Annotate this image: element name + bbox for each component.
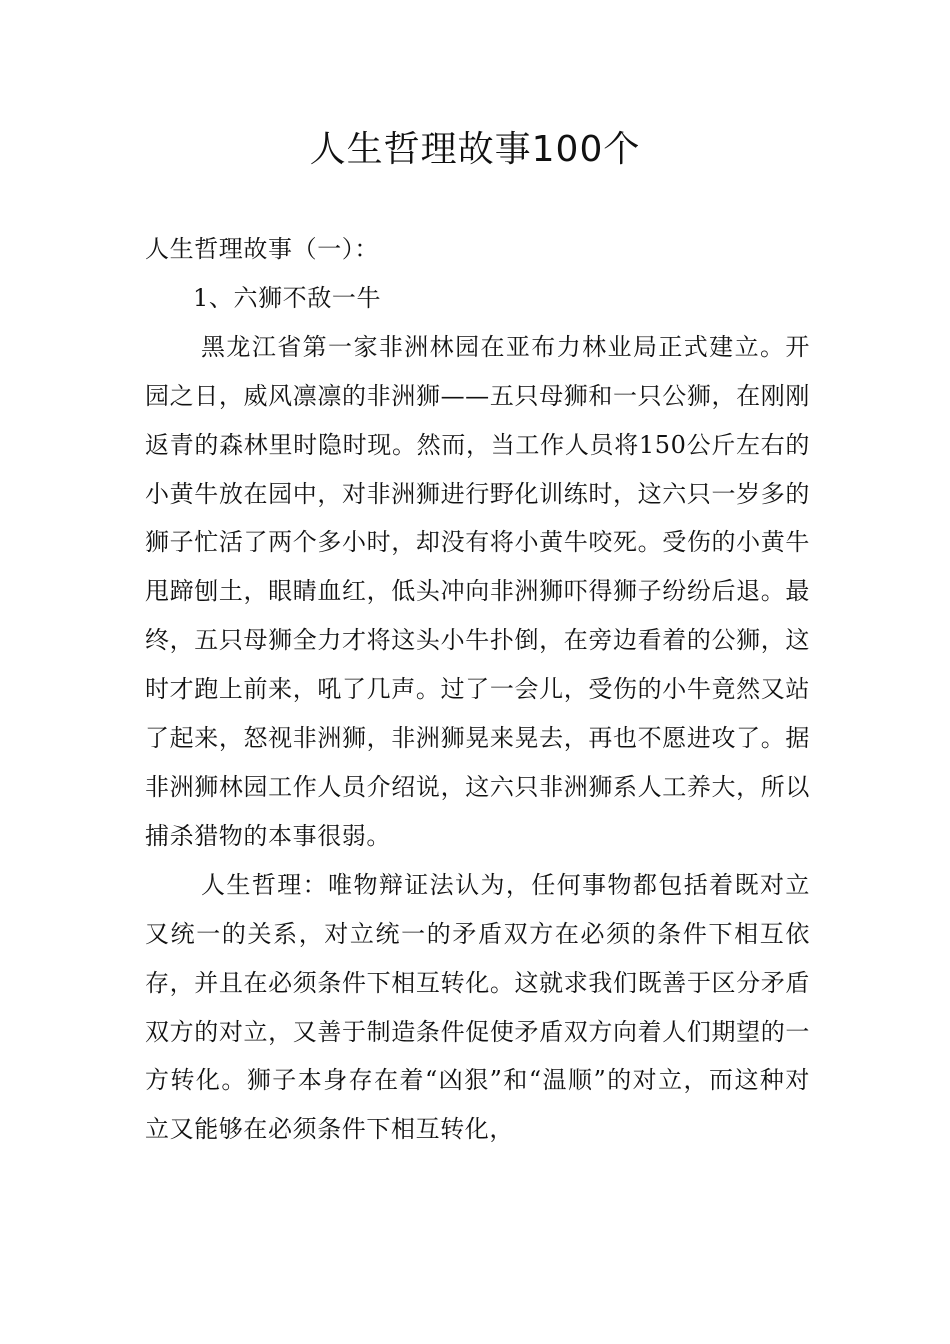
document-body [145,225,810,1154]
story-title: 1、六狮不敌一牛 [193,283,382,312]
philosophy-paragraph: 人生哲理：唯物辩证法认为，任何事物都包括着既对立又统一的关系，对立统一的矛盾双方在必须的条件下相互依存，并且在必须条件下相互转化。这就求我们既善于区分矛盾双方的对立，又善于制造条件促使矛盾双方向着人们期望的一方转化。狮子本身存在着“凶狠”和“温顺”的对立，而这种对立又能够在必须条件下相互转化， [145,870,810,1144]
document-title: 人生哲理故事100个 [309,129,641,170]
section-heading: 人生哲理故事（一）： [145,235,379,263]
story-paragraph: 黑龙江省第一家非洲林园在亚布力林业局正式建立。开园之日，威风凛凛的非洲狮——五只母狮和一只公狮，在刚刚返青的森林里时隐时现。然而，当工作人员将150公斤左右的小黄牛放在园中，对非洲狮进行野化训练时，这六只一岁多的狮子忙活了两个多小时，却没有将小黄牛咬死。受伤的小黄牛甩蹄刨土，眼睛血红，低头冲向非洲狮吓得狮子纷纷后退。最终，五只母狮全力才将这头小牛扑倒，在旁边看着的公狮，这时才跑上前来，吼了几声。过了一会儿，受伤的小牛竟然又站了起来，怒视非洲狮，非洲狮晃来晃去，再也不愿进攻了。据非洲狮林园工作人员介绍说，这六只非洲狮系人工养大，所以捕杀猎物的本事很弱。 [145,332,810,850]
